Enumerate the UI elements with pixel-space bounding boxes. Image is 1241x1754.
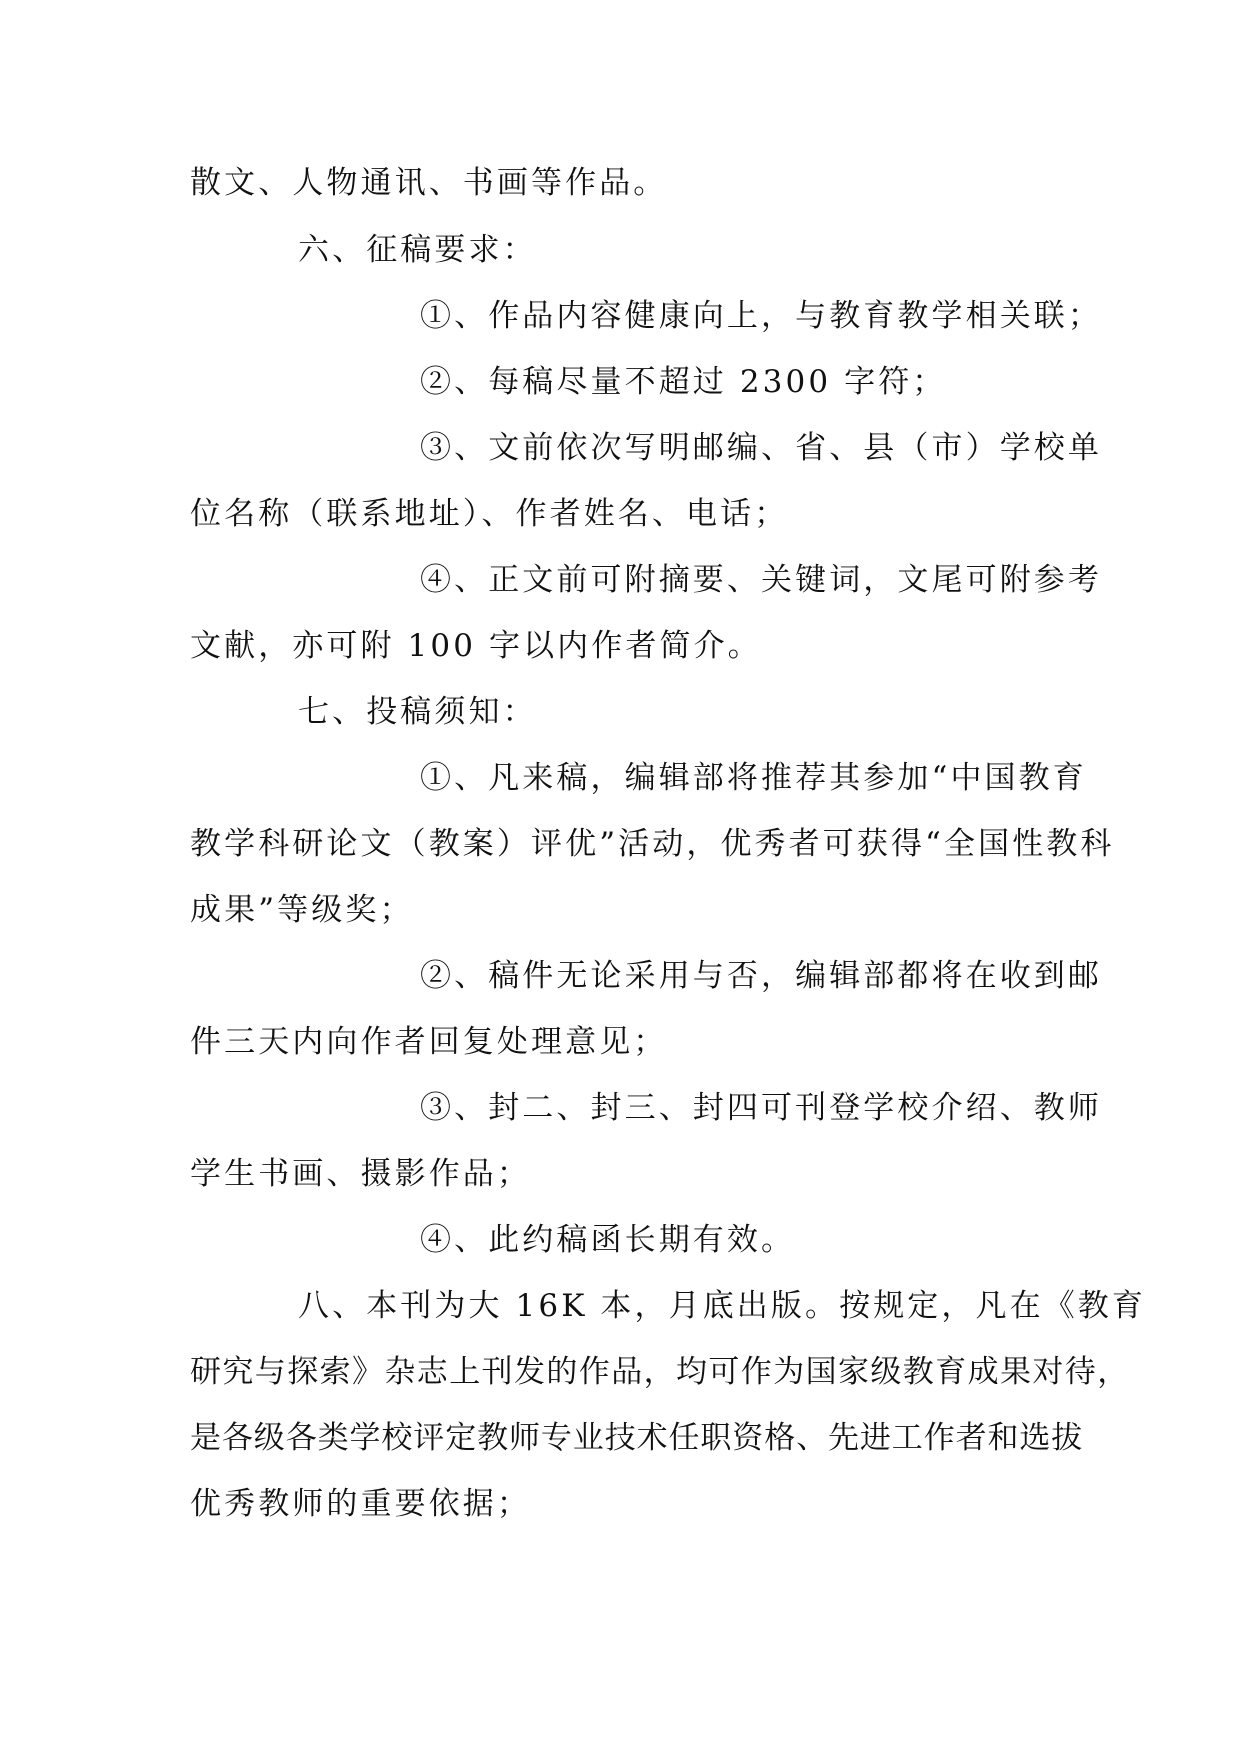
publication-info-continued-2: 是各级各类学校评定教师专业技术任职资格、先进工作者和选拔 (190, 1420, 1084, 1456)
publication-info-continued-3: 优秀教师的重要依据； (190, 1486, 531, 1522)
requirement-item-1: ①、作品内容健康向上，与教育教学相关联； (420, 298, 1102, 334)
notice-item-1-continued-2: 成果”等级奖； (190, 892, 414, 928)
requirement-item-3-continued: 位名称（联系地址）、作者姓名、电话； (190, 496, 789, 532)
notice-item-2: ②、稿件无论采用与否，编辑部都将在收到邮 (420, 958, 1102, 994)
requirement-item-3: ③、文前依次写明邮编、省、县（市）学校单 (420, 430, 1102, 466)
notice-item-1: ①、凡来稿，编辑部将推荐其参加“中国教育 (420, 760, 1087, 796)
requirement-item-4-continued: 文献，亦可附 100 字以内作者简介。 (190, 628, 762, 664)
notice-item-1-continued: 教学科研论文（教案）评优”活动，优秀者可获得“全国性教科 (190, 826, 1115, 862)
notice-item-2-continued: 件三天内向作者回复处理意见； (190, 1024, 668, 1060)
section-heading-submission-notice: 七、投稿须知： (298, 694, 537, 730)
notice-item-3-continued: 学生书画、摄影作品； (190, 1156, 531, 1192)
requirement-item-4: ④、正文前可附摘要、关键词，文尾可附参考 (420, 562, 1102, 598)
notice-item-3: ③、封二、封三、封四可刊登学校介绍、教师 (420, 1090, 1102, 1126)
publication-info-continued: 研究与探索》杂志上刊发的作品，均可作为国家级教育成果对待， (190, 1354, 1130, 1390)
text-line-works-types: 散文、人物通讯、书画等作品。 (190, 165, 668, 201)
section-heading-submission-requirements: 六、征稿要求： (298, 232, 537, 268)
section-heading-publication-info: 八、本刊为大 16K 本，月底出版。按规定，凡在《教育 (298, 1288, 1147, 1324)
requirement-item-2: ②、每稿尽量不超过 2300 字符； (420, 364, 947, 400)
notice-item-4: ④、此约稿函长期有效。 (420, 1222, 796, 1258)
